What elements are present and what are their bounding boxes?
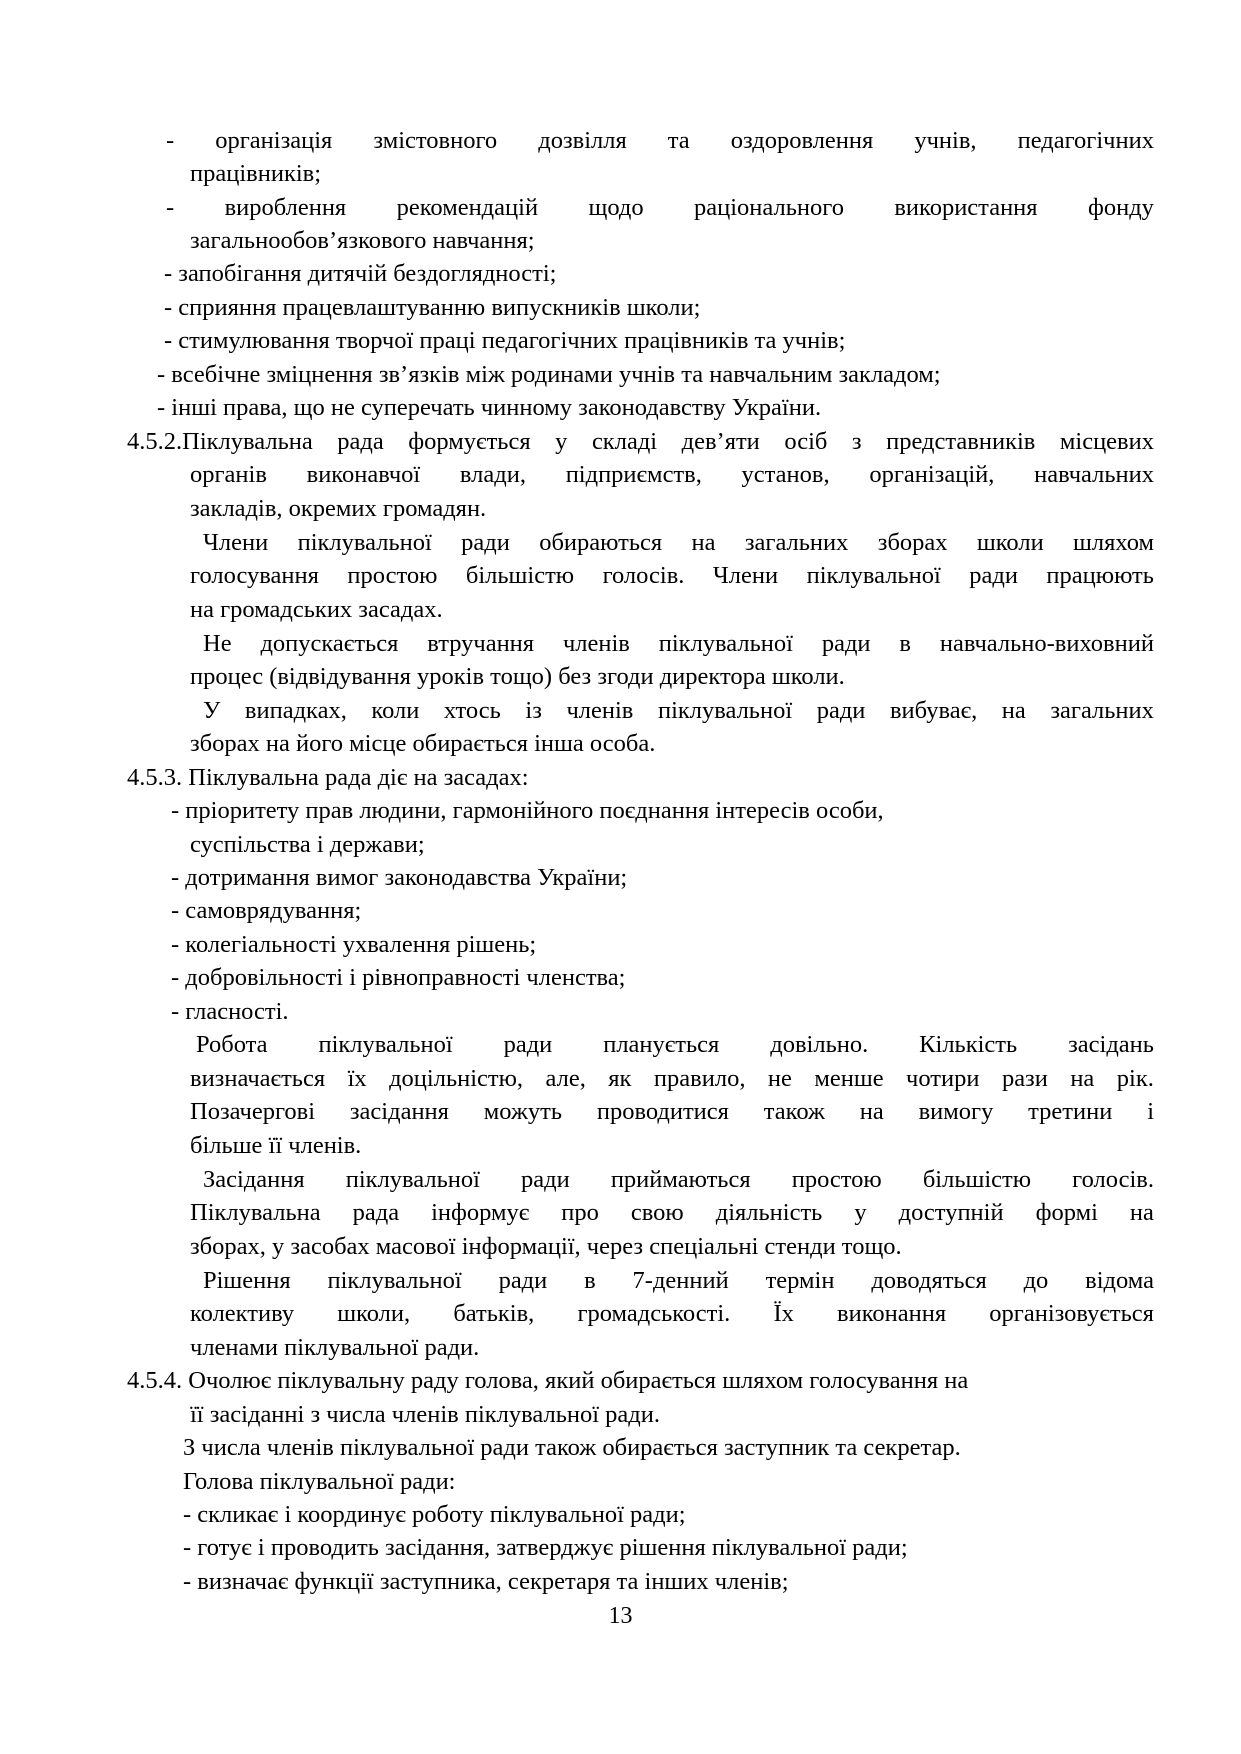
word: простою (791, 1166, 882, 1193)
word: менше (814, 1065, 884, 1092)
word: вимогу (918, 1098, 994, 1125)
text-line: - стимулювання творчої праці педагогічних працівників та учнів; (164, 327, 846, 354)
word: піклувальної (658, 630, 793, 657)
word: формі (1035, 1199, 1098, 1226)
word: відома (1085, 1267, 1154, 1294)
word: Засідання (203, 1166, 305, 1193)
text-line: Голова піклувальної ради: (183, 1468, 456, 1495)
text-line: - колегіальності ухвалення рішень; (171, 931, 537, 958)
word: інформує (431, 1199, 530, 1226)
word: загальних (1050, 697, 1154, 724)
word: ради (821, 630, 871, 657)
text-line: процес (відвідування уроків тощо) без згоди директора школи. (190, 663, 845, 690)
word: педагогічних (1017, 127, 1154, 154)
word: колективу (190, 1300, 295, 1327)
word: голосування (190, 562, 319, 589)
word: термін (765, 1267, 835, 1294)
text-line: - визначає функції заступника, секретаря та інших членів; (183, 1568, 789, 1595)
word: але, (545, 1065, 586, 1092)
word: правило, (653, 1065, 746, 1092)
word: ради (503, 1031, 553, 1058)
word: як (608, 1065, 632, 1092)
word: допускається (260, 630, 399, 657)
word: випадках, (244, 697, 347, 724)
word: рази (1001, 1065, 1048, 1092)
word: ради (969, 562, 1018, 589)
word: - (166, 194, 175, 221)
word: навчальних (1034, 461, 1154, 488)
word: можуть (483, 1098, 562, 1125)
page-number: 13 (608, 1603, 633, 1629)
word: працюють (1046, 562, 1154, 589)
word: у (555, 428, 568, 455)
text-line (190, 1196, 1154, 1230)
word: У (203, 697, 221, 724)
text-line: - гласності. (171, 998, 289, 1025)
word: приймаються (610, 1166, 751, 1193)
word: на (859, 1098, 884, 1125)
text-line: - самоврядування; (171, 897, 362, 924)
word: втручання (427, 630, 535, 657)
word: ради (816, 697, 866, 724)
text-line: на громадських засадах. (190, 596, 443, 623)
word: рекомендацій (396, 194, 539, 221)
word: проводитися (596, 1098, 729, 1125)
text-line: - сприяння працевлаштуванню випускників школи; (164, 294, 701, 321)
word: школи, (337, 1300, 411, 1327)
text-line (203, 627, 1154, 661)
word: виконання (837, 1300, 947, 1327)
text-line: - дотримання вимог законодавства України; (171, 864, 628, 891)
word: виконавчої (306, 461, 421, 488)
word: хтось (443, 697, 501, 724)
word: на (1001, 697, 1026, 724)
word: ради (521, 1166, 570, 1193)
word: засідань (1068, 1031, 1154, 1058)
word: більшістю (922, 1166, 1032, 1193)
text-line: її засіданні з числа членів піклувальної ради. (190, 1401, 660, 1428)
word: засідання (349, 1098, 449, 1125)
word: коли (371, 697, 420, 724)
word: піклувальної (657, 697, 793, 724)
word: доцільністю, (389, 1065, 524, 1092)
text-line: зборах на його місце обирається інша особа. (190, 730, 656, 757)
text-line (203, 694, 1154, 728)
word: доступній (898, 1199, 1004, 1226)
word: 4.5.2.Піклувальна (127, 428, 313, 455)
word: 7-денний (632, 1267, 729, 1294)
word: третини (1028, 1098, 1113, 1125)
word: використання (894, 194, 1038, 221)
word: формується (408, 428, 531, 455)
word: вибуває, (889, 697, 978, 724)
word: раціонального (694, 194, 844, 221)
word: місцевих (1059, 428, 1154, 455)
word: до (1023, 1267, 1049, 1294)
word: Їх (773, 1300, 794, 1327)
word: свою (630, 1199, 684, 1226)
word: ради (498, 1267, 548, 1294)
word: Позачергові (190, 1098, 316, 1125)
text-line: закладів, окремих громадян. (190, 495, 487, 522)
word: - (166, 127, 175, 154)
word: органів (190, 461, 267, 488)
word: піклувальної (345, 1166, 480, 1193)
word: піклувальної (806, 562, 941, 589)
text-line (203, 1163, 1154, 1197)
word: Піклувальна (190, 1199, 321, 1226)
text-line (203, 526, 1154, 560)
word: установ, (741, 461, 830, 488)
word: піклувальної (327, 1267, 462, 1294)
word: на (691, 529, 716, 556)
word: довільно. (770, 1031, 869, 1058)
text-line: 4.5.3. Піклувальна рада діє на засадах: (127, 764, 529, 791)
word: ради (461, 529, 510, 556)
word: голосів. (1072, 1166, 1154, 1193)
word: обираються (539, 529, 663, 556)
word: доводяться (871, 1267, 987, 1294)
text-line: зборах, у засобах масової інформації, через спеціальні стенди тощо. (190, 1233, 902, 1260)
word: піклувальної (297, 529, 432, 556)
word: у (854, 1199, 867, 1226)
text-line (190, 1297, 1154, 1331)
word: в (584, 1267, 596, 1294)
word: зборах (877, 529, 948, 556)
word: простою (347, 562, 438, 589)
text-line: - добровільності і рівноправності членства; (171, 964, 626, 991)
word: їх (347, 1065, 367, 1092)
text-line: - запобігання дитячій бездоглядності; (164, 260, 557, 287)
word: представників (886, 428, 1036, 455)
word: з (851, 428, 862, 455)
word: чотири (906, 1065, 980, 1092)
text-line: працівників; (190, 160, 322, 187)
word: складі (591, 428, 658, 455)
word: шляхом (1073, 529, 1154, 556)
word: організовується (989, 1300, 1154, 1327)
text-line (190, 559, 1154, 593)
text-line: більше її членів. (190, 1132, 362, 1159)
word: планується (603, 1031, 720, 1058)
word: визначається (190, 1065, 326, 1092)
word: щодо (588, 194, 644, 221)
word: піклувальної (318, 1031, 453, 1058)
word: організація (215, 127, 333, 154)
word: батьків, (453, 1300, 535, 1327)
word: і (1147, 1098, 1154, 1125)
word: рада (352, 1199, 400, 1226)
word: членів (562, 630, 630, 657)
word: загальних (744, 529, 849, 556)
word: учнів, (914, 127, 977, 154)
word: на (1129, 1199, 1154, 1226)
text-line (190, 1095, 1154, 1129)
text-line: - готує і проводить засідання, затверджує рішення піклувальної ради; (183, 1534, 908, 1561)
word: голосів. (602, 562, 685, 589)
word: Не (203, 630, 232, 657)
word: рік. (1116, 1065, 1154, 1092)
word: дев’яти (681, 428, 760, 455)
text-line (166, 191, 1154, 225)
text-line: 4.5.4. Очолює піклувальну раду голова, який обирається шляхом голосування на (127, 1367, 969, 1394)
word: не (767, 1065, 792, 1092)
word: членів (566, 697, 634, 724)
word: діяльність (715, 1199, 823, 1226)
word: в (899, 630, 911, 657)
word: із (525, 697, 542, 724)
word: влади, (459, 461, 526, 488)
text-line: - всебічне зміцнення зв’язків між родинами учнів та навчальним закладом; (157, 361, 941, 388)
word: вироблення (224, 194, 347, 221)
text-line (196, 1028, 1154, 1062)
text-line (166, 124, 1154, 158)
word: оздоровлення (730, 127, 874, 154)
word: також (763, 1098, 825, 1125)
word: громадськості. (577, 1300, 731, 1327)
text-line: - скликає і координує роботу піклувальної ради; (183, 1501, 686, 1528)
text-line: загальнообов’язкового навчання; (190, 227, 535, 254)
text-line (203, 1264, 1154, 1298)
word: навчально-виховний (939, 630, 1154, 657)
text-line: членами піклувальної ради. (190, 1334, 480, 1361)
word: рада (337, 428, 384, 455)
word: фонду (1087, 194, 1154, 221)
word: Члени (203, 529, 269, 556)
word: Кількість (919, 1031, 1018, 1058)
word: Члени (712, 562, 779, 589)
text-line (190, 458, 1154, 492)
text-line: - інші права, що не суперечать чинному законодавству України. (157, 394, 822, 421)
text-line: З числа членів піклувальної ради також обирається заступник та секретар. (183, 1434, 961, 1461)
text-line: - пріоритету прав людини, гармонійного поєднання інтересів особи, (171, 797, 884, 824)
word: дозвілля (538, 127, 627, 154)
text-line: суспільства і держави; (190, 831, 425, 858)
word: організацій, (869, 461, 995, 488)
word: змістовного (373, 127, 498, 154)
word: Робота (196, 1031, 268, 1058)
word: школи (976, 529, 1044, 556)
word: підприємств, (565, 461, 702, 488)
text-line (190, 1062, 1154, 1096)
word: більшістю (465, 562, 575, 589)
word: та (667, 127, 690, 154)
text-line (127, 425, 1154, 459)
word: на (1070, 1065, 1095, 1092)
word: осіб (784, 428, 828, 455)
word: про (561, 1199, 599, 1226)
word: Рішення (203, 1267, 291, 1294)
